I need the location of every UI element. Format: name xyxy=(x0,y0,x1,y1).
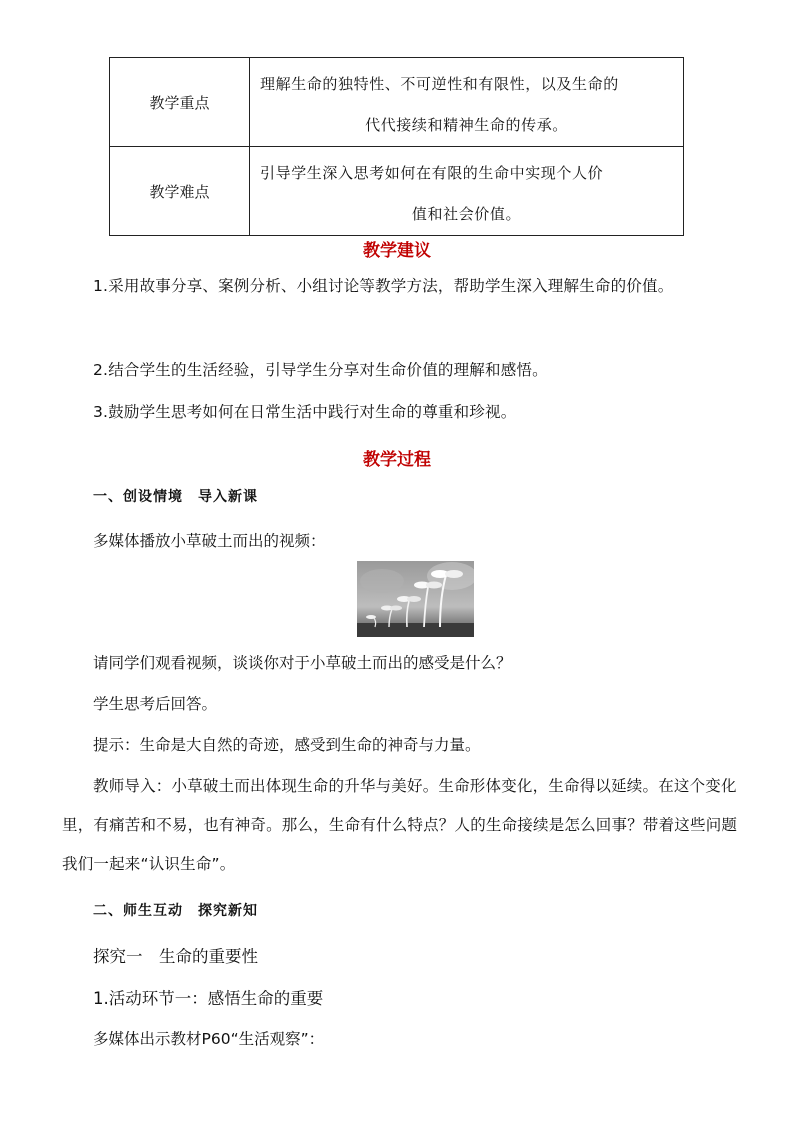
suggestions-title: 教学建议 xyxy=(363,241,431,261)
table-row xyxy=(110,58,684,147)
part1-heading: 一、创设情境 导入新课 xyxy=(93,489,258,505)
part2-heading: 二、师生互动 探究新知 xyxy=(93,903,258,919)
difficulties-line2: 值和社会价值。 xyxy=(411,205,522,223)
student-answer: 学生思考后回答。 xyxy=(93,695,218,713)
explore-title: 探究一 生命的重要性 xyxy=(93,947,258,966)
suggestion-item-2: 2.结合学生的生活经验，引导学生分享对生命价值的理解和感悟。 xyxy=(93,361,548,379)
seedling-illustration xyxy=(357,561,474,637)
activity-text: 多媒体出示教材P60“生活观察”： xyxy=(93,1030,325,1048)
table-label-key-points: 教学重点 xyxy=(110,58,250,147)
tip-line xyxy=(93,733,481,755)
video-intro: 多媒体播放小草破土而出的视频： xyxy=(93,532,326,550)
tip-label: 提示： xyxy=(93,736,140,754)
key-points-line1: 理解生命的独特性、不可逆性和有限性，以及生命的 xyxy=(260,75,619,93)
process-title: 教学过程 xyxy=(363,450,431,470)
activity-title: 1.活动环节一：感悟生命的重要 xyxy=(93,989,324,1008)
teacher-intro: 教师导入：小草破土而出体现生命的升华与美好。生命形体变化，生命得以延续。在这个变化里，有痛苦和不易，也有神奇。那么，生命有什么特点？人的生命接续是怎么回事？带着这些问题我们一起来“认识生命”。 xyxy=(62,777,738,873)
table-cell-difficulties xyxy=(250,147,684,236)
tip-text: 生命是大自然的奇迹，感受到生命的神奇与力量。 xyxy=(139,736,481,754)
key-points-line2: 代代接续和精神生命的传承。 xyxy=(365,116,568,134)
seedling-image xyxy=(357,561,474,637)
table-cell-key-points xyxy=(250,58,684,147)
suggestion-item-1: 1.采用故事分享、案例分析、小组讨论等教学方法，帮助学生深入理解生命的价值。 xyxy=(93,277,674,295)
table-row xyxy=(110,147,684,236)
question-text: 请同学们观看视频，谈谈你对于小草破土而出的感受是什么？ xyxy=(93,654,512,672)
teaching-goals-table xyxy=(109,57,684,236)
difficulties-line1: 引导学生深入思考如何在有限的生命中实现个人价 xyxy=(260,164,604,182)
table-label-difficulties: 教学难点 xyxy=(110,147,250,236)
suggestion-item-3: 3.鼓励学生思考如何在日常生活中践行对生命的尊重和珍视。 xyxy=(93,403,517,421)
